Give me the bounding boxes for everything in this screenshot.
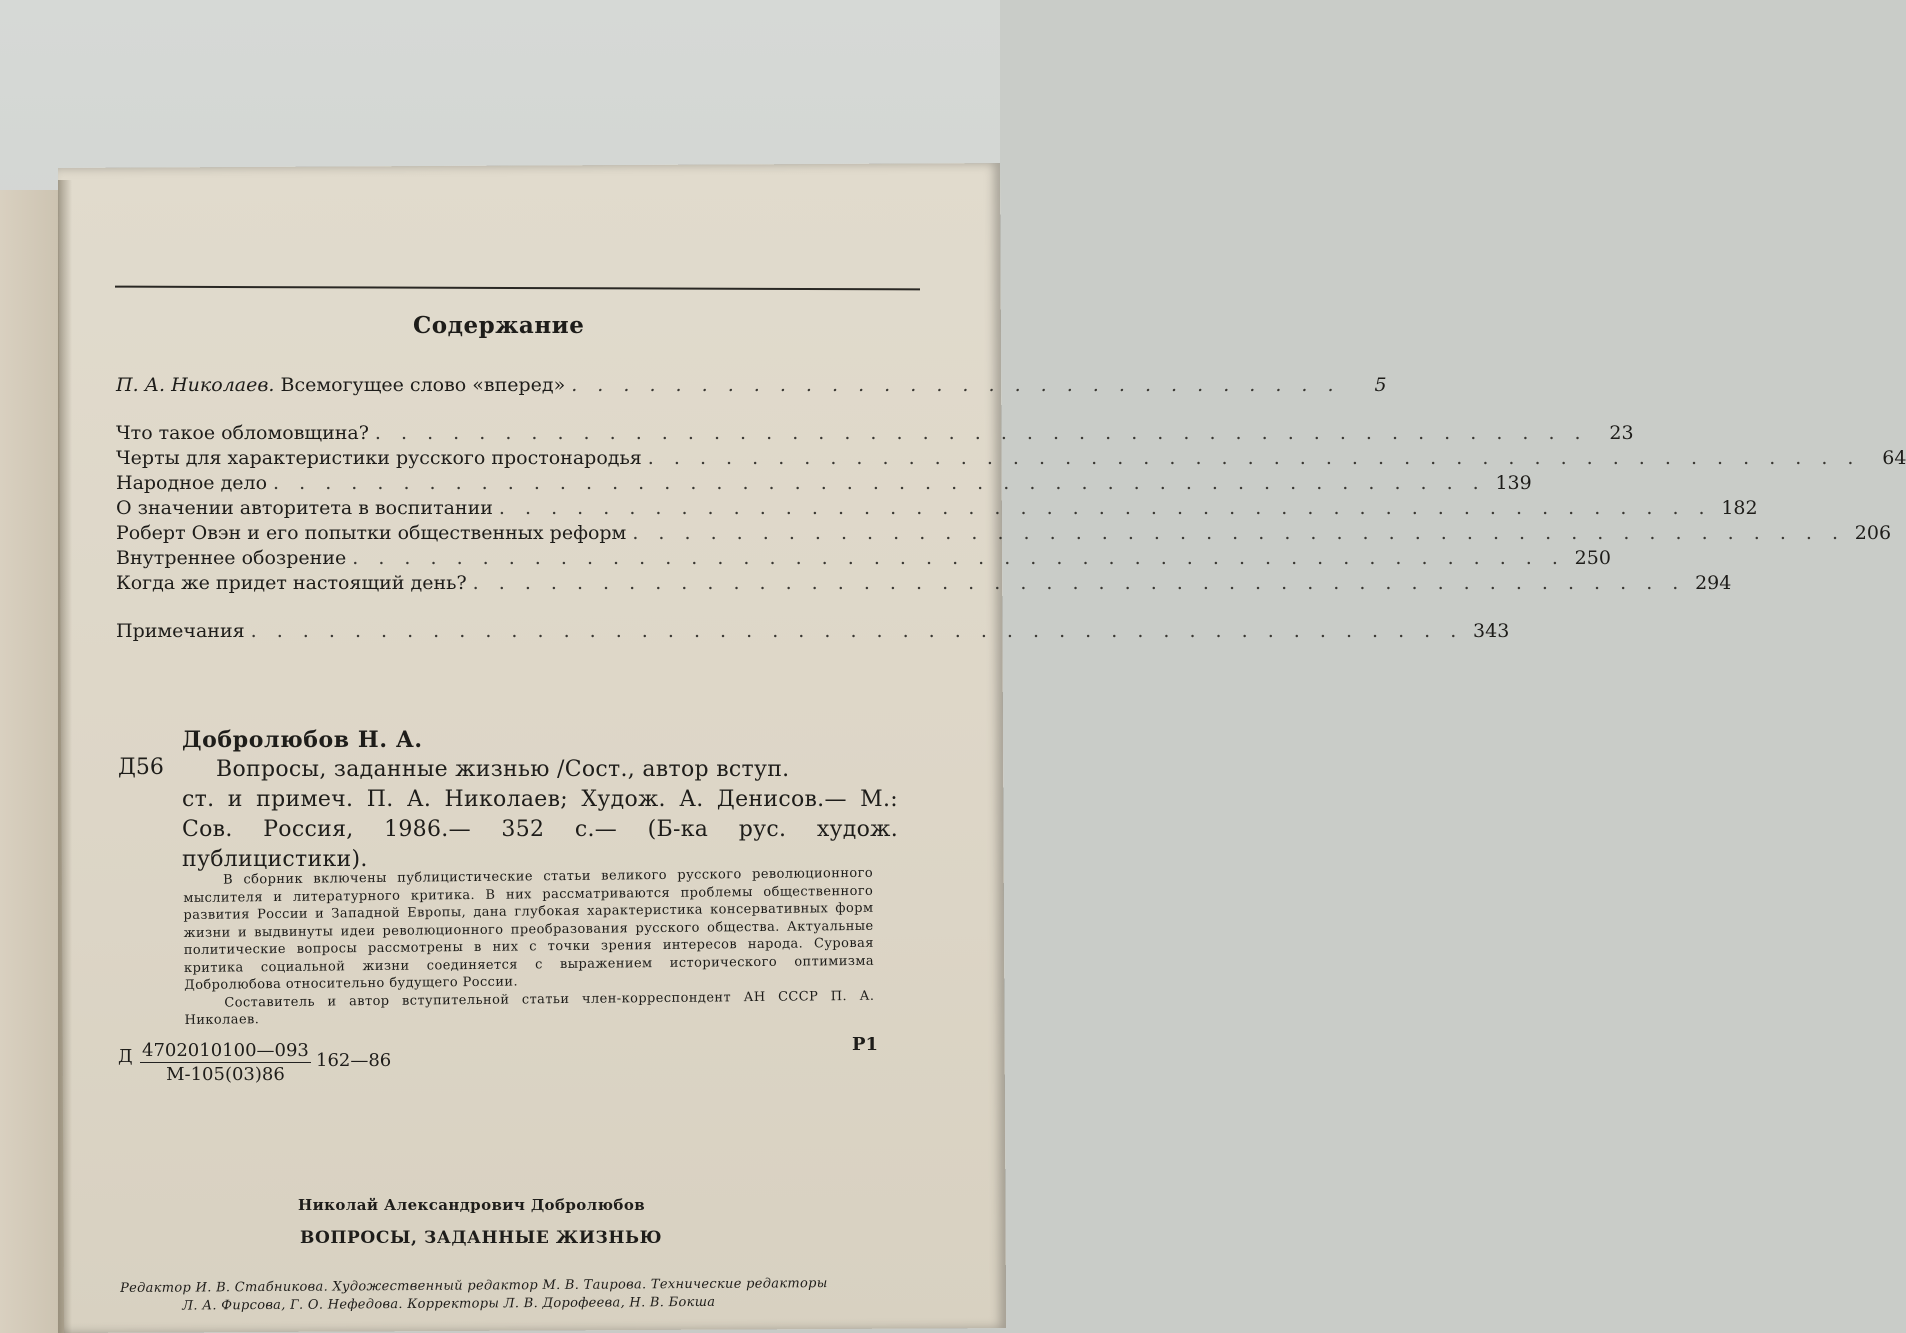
toc-list: [116, 422, 1906, 597]
toc-notes-entry: [116, 620, 1510, 645]
catalog-denominator: М-105(03)86: [166, 1064, 285, 1085]
toc-entry-page: 23: [1609, 422, 1634, 444]
page-gutter-shadow: [58, 180, 72, 1333]
toc-leader-dots: . . . . . . . . . . . . . . . . . . . . . . . . . . . . . . . . . . . . . . . . . . . . . . .: [632, 522, 1846, 544]
toc-entry: [116, 547, 1611, 572]
toc-leader-dots: . . . . . . . . . . . . . . . . . . . . . . . . . . . . . .: [571, 374, 1341, 396]
toc-entry-page: 294: [1695, 572, 1732, 594]
toc-entry: [116, 572, 1732, 597]
intro-author: П. А. Николаев.: [116, 374, 275, 396]
toc-entry-title: Внутреннее обозрение: [116, 547, 347, 569]
book-abstract: [183, 865, 875, 1030]
colophon-credits: [120, 1275, 860, 1316]
catalog-numerator: 4702010100—093: [142, 1040, 309, 1061]
toc-entry-page: 139: [1495, 472, 1532, 494]
toc-entry-title: Что такое обломовщина?: [116, 422, 369, 444]
toc-leader-dots: . . . . . . . . . . . . . . . . . . . . . . . . . . . . . . . . . . . . . . . . . . . . . . .: [472, 572, 1686, 594]
credits-line-1: Редактор И. В. Стабникова. Художественный редактор М. В. Таирова. Технические редакторы: [120, 1276, 828, 1296]
abstract-text: В сборник включены публицистические статьи великого русского революционного мыслителя и литературного критика. В них рассматриваются проблемы общественного развития России и Западной Европы, дана глубокая характеристика консервативных форм жизни и выдвинуты идеи революционного преобразования русского общества. Актуальные политические вопросы рассмотрены в них с точки зрения интересов народа. Суровая критика социальной жизни соединяется с выражением исторического оптимизма Добролюбова относительно будущего России.: [183, 865, 875, 993]
card-description: [182, 755, 898, 875]
toc-entry-page: 206: [1854, 522, 1892, 544]
intro-title: Всемогущее слово «вперед»: [280, 374, 566, 396]
catalog-suffix: 162—86: [316, 1050, 392, 1071]
toc-leader-dots: . . . . . . . . . . . . . . . . . . . . . . . . . . . . . . . . . . . . . . . . . . . . . . .: [374, 422, 1588, 444]
catalog-fraction: [140, 1040, 311, 1087]
toc-leader-dots: . . . . . . . . . . . . . . . . . . . . . . . . . . . . . . . . . . . . . . . . . . . . . . .: [647, 447, 1861, 469]
toc-entry: [116, 472, 1532, 497]
colophon-book-title: ВОПРОСЫ, ЗАДАННЫЕ ЖИЗНЬЮ: [300, 1228, 663, 1248]
toc-intro-entry: [116, 374, 1387, 399]
compiler-note: Составитель и автор вступительной статьи член-корреспондент АН СССР П. А. Николаев.: [184, 988, 875, 1028]
toc-entry-title: О значении авторитета в воспитании: [116, 497, 493, 519]
toc-entry: [116, 422, 1634, 447]
toc-entry: [116, 497, 1758, 522]
toc-entry: [116, 447, 1906, 472]
colophon-author: Николай Александрович Добролюбов: [298, 1196, 646, 1214]
toc-leader-dots: . . . . . . . . . . . . . . . . . . . . . . . . . . . . . . . . . . . . . . . . . . . . . . .: [250, 620, 1464, 642]
card-author: Добролюбов Н. А.: [182, 727, 423, 753]
toc-leader-dots: . . . . . . . . . . . . . . . . . . . . . . . . . . . . . . . . . . . . . . . . . . . . . . .: [498, 497, 1712, 519]
toc-entry-title: Народное дело: [116, 472, 268, 494]
card-code: Д56: [118, 755, 164, 780]
notes-page: 343: [1473, 620, 1510, 642]
catalog-prefix: Д: [118, 1046, 133, 1067]
card-description-rest: ст. и примеч. П. А. Николаев; Худож. А. Денисов.— М.: Сов. Россия, 1986.— 352 с.— (Б-ка рус. худож. публицистики).: [182, 787, 898, 872]
toc-entry-title: Черты для характеристики русского простонародья: [116, 447, 642, 469]
toc-leader-dots: . . . . . . . . . . . . . . . . . . . . . . . . . . . . . . . . . . . . . . . . . . . . . . .: [352, 547, 1565, 569]
toc-entry-page: 64: [1882, 447, 1906, 469]
toc-entry-title: Когда же придет настоящий день?: [116, 572, 467, 594]
catalog-index: [118, 1034, 878, 1090]
toc-entry-title: Роберт Овэн и его попытки общественных реформ: [116, 522, 627, 544]
card-description-line1: Вопросы, заданные жизнью /Сост., автор вступ.: [216, 757, 790, 782]
notes-title: Примечания: [116, 620, 245, 642]
contents-heading: Содержание: [413, 312, 585, 339]
toc-entry-page: 250: [1574, 547, 1611, 569]
toc-entry: [116, 522, 1892, 547]
toc-leader-dots: . . . . . . . . . . . . . . . . . . . . . . . . . . . . . . . . . . . . . . . . . . . . . . .: [273, 472, 1486, 494]
intro-page: 5: [1374, 374, 1387, 396]
credits-line-2: Л. А. Фирсова, Г. О. Нефедова. Корректоры Л. В. Дорофеева, Н. В. Бокша: [182, 1294, 716, 1314]
toc-entry-page: 182: [1721, 497, 1758, 519]
catalog-classification: Р1: [851, 1034, 878, 1055]
